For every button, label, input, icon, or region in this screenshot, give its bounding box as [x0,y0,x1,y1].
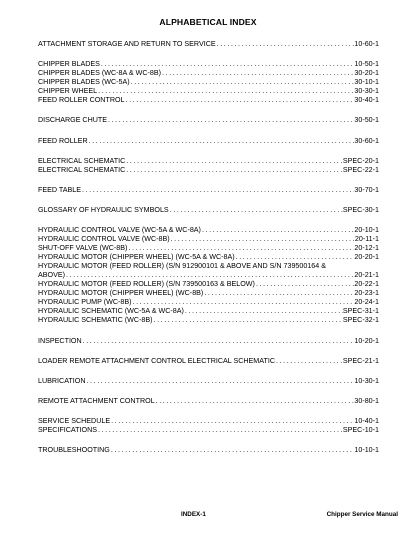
index-entry[interactable] [38,425,379,435]
entry-label: SERVICE SCHEDULE [38,417,111,425]
dot-leader [216,39,355,49]
index-entry[interactable] [38,115,379,125]
entry-page: 20-20-1 [354,253,379,261]
entry-page: 30-50-1 [354,116,379,124]
entry-page: 20-21-1 [354,271,379,279]
entry-page: SPEC-30-1 [342,206,379,214]
entry-label: CHIPPER BLADES (WC-5A) [38,78,130,86]
entry-label: ELECTRICAL SCHEMATIC [38,166,126,174]
dot-leader [110,445,355,455]
entry-label: ABOVE) [38,271,65,279]
index-entry[interactable] [38,39,379,49]
index-entry[interactable] [38,165,379,175]
index-entry[interactable] [38,95,379,105]
index-entry[interactable] [38,376,379,386]
footer-manual-title: Chipper Service Manual [326,511,398,518]
entry-label: GLOSSARY OF HYDRAULIC SYMBOLS [38,206,169,214]
dot-leader [155,396,355,406]
dot-leader [107,115,354,125]
entry-page: 30-20-1 [354,69,379,77]
entry-label: HYDRAULIC CONTROL VALVE (WC-5A & WC-8A) [38,226,201,234]
entry-page: SPEC-10-1 [342,426,379,434]
entry-page: SPEC-21-1 [342,357,379,365]
index-entry[interactable] [38,315,379,325]
entry-label: FEED ROLLER [38,137,88,145]
entry-label: HYDRAULIC SCHEMATIC (WC-8B) [38,316,153,324]
index-entry[interactable] [38,185,379,195]
entry-page: SPEC-22-1 [342,166,379,174]
dot-leader [97,425,343,435]
entry-label: LOADER REMOTE ATTACHMENT CONTROL ELECTRICAL SCHEMATIC [38,357,275,365]
entry-label: TROUBLESHOOTING [38,446,110,454]
entry-page: SPEC-20-1 [342,157,379,165]
page-title: ALPHABETICAL INDEX [159,17,257,27]
entry-page: 10-60-1 [354,40,379,48]
entry-label: ATTACHMENT STORAGE AND RETURN TO SERVICE [38,40,216,48]
index-entry[interactable] [38,445,379,455]
entry-label: CHIPPER WHEEL [38,87,98,95]
dot-leader [275,356,343,366]
dot-leader [169,205,343,215]
entry-label: CHIPPER BLADES [38,60,100,68]
index-entry[interactable] [38,336,379,346]
dot-leader [81,185,354,195]
entry-label: SPECIFICATIONS [38,426,97,434]
footer-page-id: INDEX-1 [181,511,206,518]
entry-page: 10-20-1 [354,337,379,345]
entry-label: ELECTRICAL SCHEMATIC [38,157,126,165]
entry-label: FEED ROLLER CONTROL [38,96,125,104]
entry-label: HYDRAULIC MOTOR (FEED ROLLER) (S/N 912900101 & ABOVE AND S/N 739500164 & [38,262,326,270]
index-entry[interactable] [38,356,379,366]
entry-page: 30-80-1 [354,397,379,405]
entry-page: 10-30-1 [354,377,379,385]
entry-page: 10-40-1 [354,417,379,425]
entry-page: 10-10-1 [354,446,379,454]
entry-page: 30-30-1 [354,87,379,95]
entry-label: LUBRICATION [38,377,86,385]
entry-page: 30-10-1 [354,78,379,86]
entry-label: SHUT-OFF VALVE (WC-8B) [38,244,128,252]
index-entry[interactable] [38,205,379,215]
entry-page: SPEC-31-1 [342,307,379,315]
index-entry[interactable] [38,396,379,406]
dot-leader [85,376,354,386]
entry-page: 20-22-1 [354,280,379,288]
dot-leader [125,165,343,175]
entry-label: INSPECTION [38,337,82,345]
entry-page: 20-11-1 [354,235,379,243]
dot-leader [82,336,355,346]
entry-page: 30-70-1 [354,186,379,194]
entry-page: 20-23-1 [354,289,379,297]
index-entry[interactable] [38,136,379,146]
entry-page: 30-40-1 [354,96,379,104]
entry-page: 20-10-1 [354,226,379,234]
entry-page: 10-50-1 [354,60,379,68]
entry-label: HYDRAULIC PUMP (WC-8B) [38,298,132,306]
entry-label: FEED TABLE [38,186,81,194]
dot-leader [125,95,355,105]
dot-leader [153,315,343,325]
entry-page: 20-24-1 [354,298,379,306]
entry-label: HYDRAULIC MOTOR (FEED ROLLER) (S/N 739500163 & BELOW) [38,280,255,288]
entry-page: 30-60-1 [354,137,379,145]
entry-page: SPEC-32-1 [342,316,379,324]
dot-leader [88,136,355,146]
entry-label: HYDRAULIC SCHEMATIC (WC-5A & WC-8A) [38,307,184,315]
entry-page: 20-12-1 [354,244,379,252]
entry-label: HYDRAULIC MOTOR (CHIPPER WHEEL) (WC-8B) [38,289,204,297]
entry-label: CHIPPER BLADES (WC-8A & WC-8B) [38,69,161,77]
entry-label: HYDRAULIC CONTROL VALVE (WC-8B) [38,235,170,243]
entry-label: REMOTE ATTACHMENT CONTROL [38,397,155,405]
entry-label: DISCHARGE CHUTE [38,116,108,124]
entry-label: HYDRAULIC MOTOR (CHIPPER WHEEL) (WC-5A & WC-8A) [38,253,235,261]
